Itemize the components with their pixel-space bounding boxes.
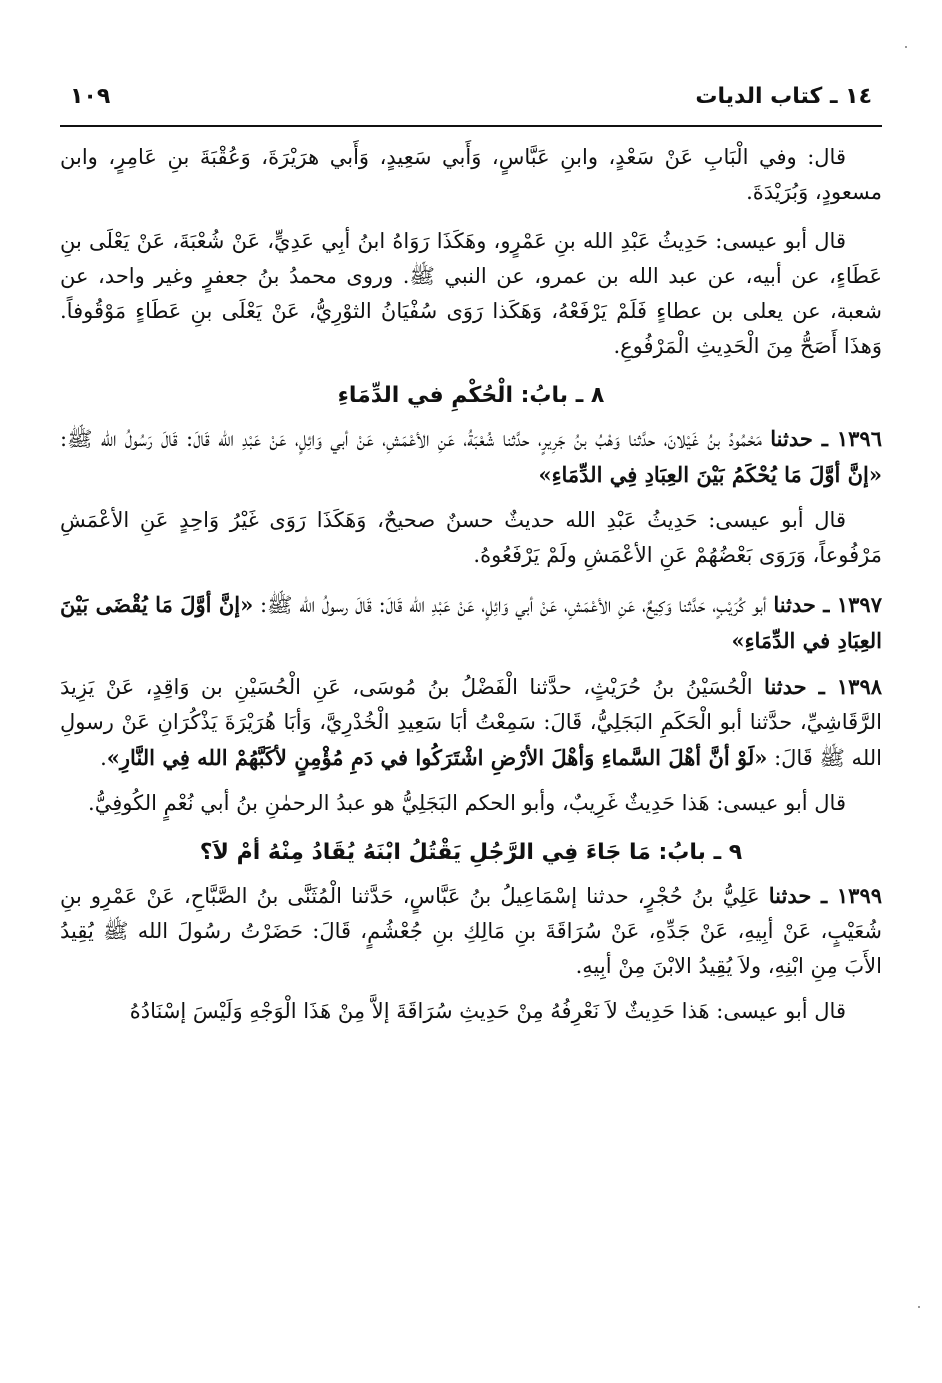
hadith-matn: «لَوْ أنَّ أهْلَ السَّماءِ وَأهْلَ الأرْضِ اشْتَرَكُوا في دَمِ مُؤْمِنٍ لأكَبَّهُمْ الله فِي النَّارِ» bbox=[106, 745, 768, 770]
hadith-matn: «إنَّ أوَّلَ مَا يُحْكَمُ بَيْنَ العِبَادِ فِي الدِّمَاءِ» bbox=[538, 462, 882, 487]
hadith-isnad: عَلِيُّ بنُ حُجْرٍ، حدثنا إسْمَاعِيلُ بنُ عَبَّاسٍ، حَدَّثنا الْمُثَنَّى بنُ الصَّبَّاحِ، عَنْ عَمْرِو بنِ شُعَيْبٍ، عَنْ أبِيهِ، عَنْ جَدِّهِ، عَنْ سُرَاقَةَ بنِ مَالِكِ بنِ جُعْشُمٍ، قَالَ: حَضَرْتُ رسُولَ الله ﷺ يُقِيدُ الأَبَ مِنِ ابْنِهِ، ولاَ يُقِيدُ الابْنَ مِنْ أبِيهِ. bbox=[60, 884, 882, 978]
hadith-1396 bbox=[60, 421, 882, 493]
header-rule bbox=[60, 125, 882, 127]
page-body bbox=[60, 140, 882, 1043]
page-header bbox=[62, 80, 880, 124]
paragraph-bab-note: قال: وفي الْبَابِ عَنْ سَعْدٍ، وابنِ عَبَّاسٍ، وَأَبي سَعِيدٍ، وَأَبي هرَيْرَةَ، وَعُقْبَةَ بنِ عَامِرٍ، وابن مسعودٍ، وَبُرَيْدَةَ. bbox=[60, 145, 882, 204]
scan-speck bbox=[905, 46, 907, 48]
paragraph-1398-comment: قال أبو عيسى: هَذا حَدِيثٌ غَرِيبٌ، وأبو الحكم البَجَلِيُّ هو عبدُ الرحمٰنِ بنُ أبي نُعْمٍ الكُوفِيُّ. bbox=[88, 791, 846, 815]
hadith-number: ١٣٩٧ ـ حدثنا bbox=[773, 592, 882, 617]
section-heading-8: ٨ ـ بابُ: الْحُكْمِ في الدِّمَاءِ bbox=[337, 383, 605, 408]
section-heading-9: ٩ ـ بابُ: مَا جَاءَ فِي الرَّجُلِ يَقْتُلُ ابْنَهُ يُقَادُ مِنْهُ أمْ لاَ؟ bbox=[199, 840, 743, 865]
hadith-number: ١٣٩٦ ـ حدثنا bbox=[770, 426, 882, 451]
hadith-matn: «إنَّ أوَّلَ مَا يُقْضَى بَيْنَ العِبَادِ في الدِّمَاءِ» bbox=[60, 592, 882, 653]
scan-speck bbox=[918, 1306, 920, 1308]
hadith-isnad: مَحْمُودُ بنُ غَيْلانَ، حدَّثنا وَهْبُ بنُ جَرِيرٍ، حدَّثنا شُعْبَةُ، عَنِ الأعْمَشِ، عَنْ أبي وَائِلٍ، عَنْ عَبْدِ الله قَالَ: قَالَ رَسُولُ الله ﷺ: bbox=[60, 427, 771, 451]
hadith-1398: ١٣٩٨ ـ حدثنا الْحُسَيْنُ بنُ حُرَيْثٍ، حدَّثنا الْفَضْلُ بنُ مُوسَى، عَنِ الْحُسَيْنِ بن وَاقِدٍ، عَنْ يَزِيدَ الرَّقَاشِيِّ، حدَّثنا أبو الْحَكَمِ البَجَلِيُّ، قَالَ: سَمِعْتُ أبَا سَعِيدِ الْخُدْرِيَّ، وَأبَا هُرَيْرَةَ يَذْكُرَانِ عَنْ رسولِ الله ﷺ قَالَ: «لَوْ أنَّ أهْلَ السَّماءِ وَأهْلَ الأرْضِ اشْتَرَكُوا في دَمِ مُؤْمِنٍ لأكَبَّهُمْ الله فِي النَّارِ». bbox=[60, 674, 883, 770]
hadith-number: ١٣٩٩ ـ حدثنا bbox=[768, 883, 883, 908]
page-number: ١٠٩ bbox=[70, 84, 111, 109]
paragraph-abu-isa-comment: قال أبو عيسى: حَدِيثُ عَبْدِ الله بنِ عَمْرٍو، وهَكَذَا رَوَاهُ ابنُ أبِي عَدِيٍّ، عَنْ شُعْبَةَ، عَنْ يَعْلَى بنِ عَطَاءٍ، عن أبيه، عن عبد الله بن عمرو، عن النبي ﷺ. وروى محمدُ بنُ جعفرٍ وغير واحد، عن شعبة، عن يعلى بن عطاءٍ فَلَمْ يَرْفَعْهُ، وَهَكَذا رَوَى سُفْيَانُ الثوْرِيُّ، عَنْ يَعْلَى بنِ عَطَاءٍ مَوْقُوفاً. وَهذَا أَصَحُّ مِنَ الْحَدِيثِ الْمَرْفُوعِ. bbox=[60, 229, 882, 358]
hadith-1399 bbox=[60, 878, 882, 984]
hadith-isnad: الْحُسَيْنُ بنُ حُرَيْثٍ، حدَّثنا الْفَضْلُ بنُ مُوسَى، عَنِ الْحُسَيْنِ بن وَاقِدٍ، عَنْ يَزِيدَ الرَّقَاشِيِّ، حدَّثنا أبو الْحَكَمِ البَجَلِيُّ، قَالَ: سَمِعْتُ أبَا سَعِيدِ الْخُدْرِيَّ، وَأبَا هُرَيْرَةَ يَذْكُرَانِ عَنْ رسولِ الله ﷺ قَالَ: bbox=[60, 675, 882, 770]
hadith-1397 bbox=[60, 587, 882, 659]
hadith-number: ١٣٩٨ ـ حدثنا bbox=[764, 674, 883, 699]
paragraph-1396-comment: قال أبو عيسى: حَدِيثُ عَبْدِ الله حديثٌ حسنٌ صحيحٌ، وَهَكَذَا رَوَى غَيْرُ وَاحِدٍ عَنِ الأعْمَشِ مَرْفُوعاً، وَرَوَى بَعْضُهُمْ عَنِ الأعْمَشِ ولَمْ يَرْفَعُوهُ. bbox=[60, 508, 882, 567]
hadith-isnad: أبو كُرَيْبٍ، حَدَّثنا وَكِيعٌ، عَنِ الأعْمَشِ، عَنْ أبي وَائِلٍ، عَنْ عَبْدِ الله قَالَ: قَالَ رسولُ الله ﷺ: bbox=[253, 593, 774, 617]
paragraph-1399-comment: قال أبو عيسى: هَذا حَدِيثٌ لاَ نَعْرِفُهُ مِنْ حَدِيثِ سُرَاقَةَ إلاَّ مِنْ هَذَا الْوَجْهِ وَلَيْسَ إسْنَادُهُ bbox=[129, 999, 846, 1023]
chapter-title: ١٤ ـ كتاب الديات bbox=[695, 84, 872, 109]
